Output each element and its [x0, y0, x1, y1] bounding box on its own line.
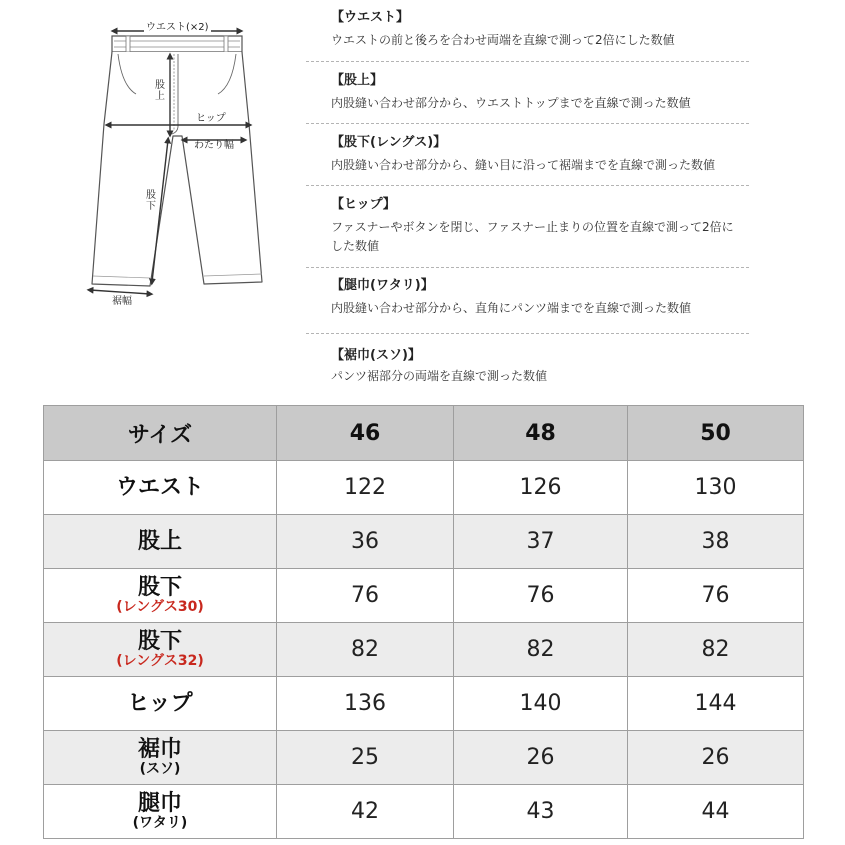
definition-text: 内股縫い合わせ部分から、縫い目に沿って裾端までを直線で測った数値: [331, 158, 716, 172]
thigh-label: わたり幅: [194, 140, 234, 151]
divider: [306, 123, 749, 124]
definition-rise: [331, 73, 749, 113]
row-sublabel: (レングス32): [116, 652, 204, 669]
row-label: [44, 623, 277, 677]
pants-outline-icon: [78, 14, 308, 314]
table-cell: 136: [277, 677, 454, 731]
table-cell: 43: [454, 785, 628, 839]
row-label-text: 股下: [137, 574, 182, 600]
definition-text: パンツ裾部分の両端を直線で測った数値: [331, 369, 548, 383]
table-cell: 37: [454, 515, 628, 569]
size-table: [43, 405, 804, 839]
size-46-header: 46: [277, 406, 454, 461]
definition-waist: [331, 10, 749, 50]
definition-title: 【股下(レングス)】: [331, 135, 447, 150]
inseam-label: 股下: [146, 190, 156, 212]
row-label: [44, 731, 277, 785]
table-cell: 144: [628, 677, 804, 731]
definition-hem: [331, 348, 749, 386]
table-row-hem: [44, 731, 804, 785]
definition-title: 【腿巾(ワタリ)】: [331, 278, 434, 293]
row-label-text: 裾巾: [137, 736, 182, 762]
definition-text: ファスナーやボタンを閉じ、ファスナー止まりの位置を直線で測って2倍にした数値: [331, 220, 734, 253]
table-cell: 130: [628, 461, 804, 515]
table-cell: 140: [454, 677, 628, 731]
divider: [306, 267, 749, 268]
size-header: サイズ: [44, 406, 277, 461]
table-cell: 82: [454, 623, 628, 677]
definition-text: 内股縫い合わせ部分から、直角にパンツ端までを直線で測った数値: [331, 301, 692, 315]
table-cell: 36: [277, 515, 454, 569]
table-cell: 26: [628, 731, 804, 785]
row-label: [44, 677, 277, 731]
pants-diagram: [78, 14, 308, 314]
row-label-text: 股上: [137, 528, 182, 554]
row-label: [44, 569, 277, 623]
definition-title: 【ウエスト】: [331, 10, 410, 25]
definition-inseam: [331, 135, 749, 175]
table-row-inseam-30: [44, 569, 804, 623]
row-sublabel: (ワタリ): [132, 814, 188, 831]
waist-label: ウエスト(×2): [146, 22, 209, 33]
size-48-header: 48: [454, 406, 628, 461]
table-row-waist: [44, 461, 804, 515]
row-label-text: 股下: [137, 628, 182, 654]
table-cell: 25: [277, 731, 454, 785]
table-cell: 76: [454, 569, 628, 623]
table-row-thigh: [44, 785, 804, 839]
definition-title: 【裾巾(スソ)】: [331, 348, 421, 363]
table-cell: 82: [628, 623, 804, 677]
table-row-hip: [44, 677, 804, 731]
rise-label: 股上: [155, 80, 165, 102]
row-label-text: ウエスト: [115, 474, 204, 500]
table-row-inseam-32: [44, 623, 804, 677]
table-header-row: [44, 406, 804, 461]
hip-label: ヒップ: [196, 113, 226, 124]
table-cell: 76: [277, 569, 454, 623]
definition-text: ウエストの前と後ろを合わせ両端を直線で測って2倍にした数値: [331, 33, 675, 47]
table-cell: 26: [454, 731, 628, 785]
table-cell: 122: [277, 461, 454, 515]
row-label: [44, 785, 277, 839]
table-cell: 82: [277, 623, 454, 677]
row-label: [44, 515, 277, 569]
table-cell: 44: [628, 785, 804, 839]
divider: [306, 185, 749, 186]
definition-title: 【股上】: [331, 73, 384, 88]
hem-label: 裾幅: [112, 296, 132, 307]
definition-thigh: [331, 278, 749, 318]
table-cell: 126: [454, 461, 628, 515]
row-label: [44, 461, 277, 515]
divider: [306, 333, 749, 334]
row-sublabel: (スソ): [139, 760, 181, 777]
definition-hip: [331, 197, 749, 256]
table-cell: 42: [277, 785, 454, 839]
table-row-rise: [44, 515, 804, 569]
definition-title: 【ヒップ】: [331, 197, 396, 212]
row-label-text: 腿巾: [137, 790, 182, 816]
table-cell: 38: [628, 515, 804, 569]
table-cell: 76: [628, 569, 804, 623]
row-sublabel: (レングス30): [116, 598, 204, 615]
size-50-header: 50: [628, 406, 804, 461]
definition-text: 内股縫い合わせ部分から、ウエストトップまでを直線で測った数値: [331, 96, 691, 110]
row-label-text: ヒップ: [127, 690, 193, 716]
divider: [306, 61, 749, 62]
